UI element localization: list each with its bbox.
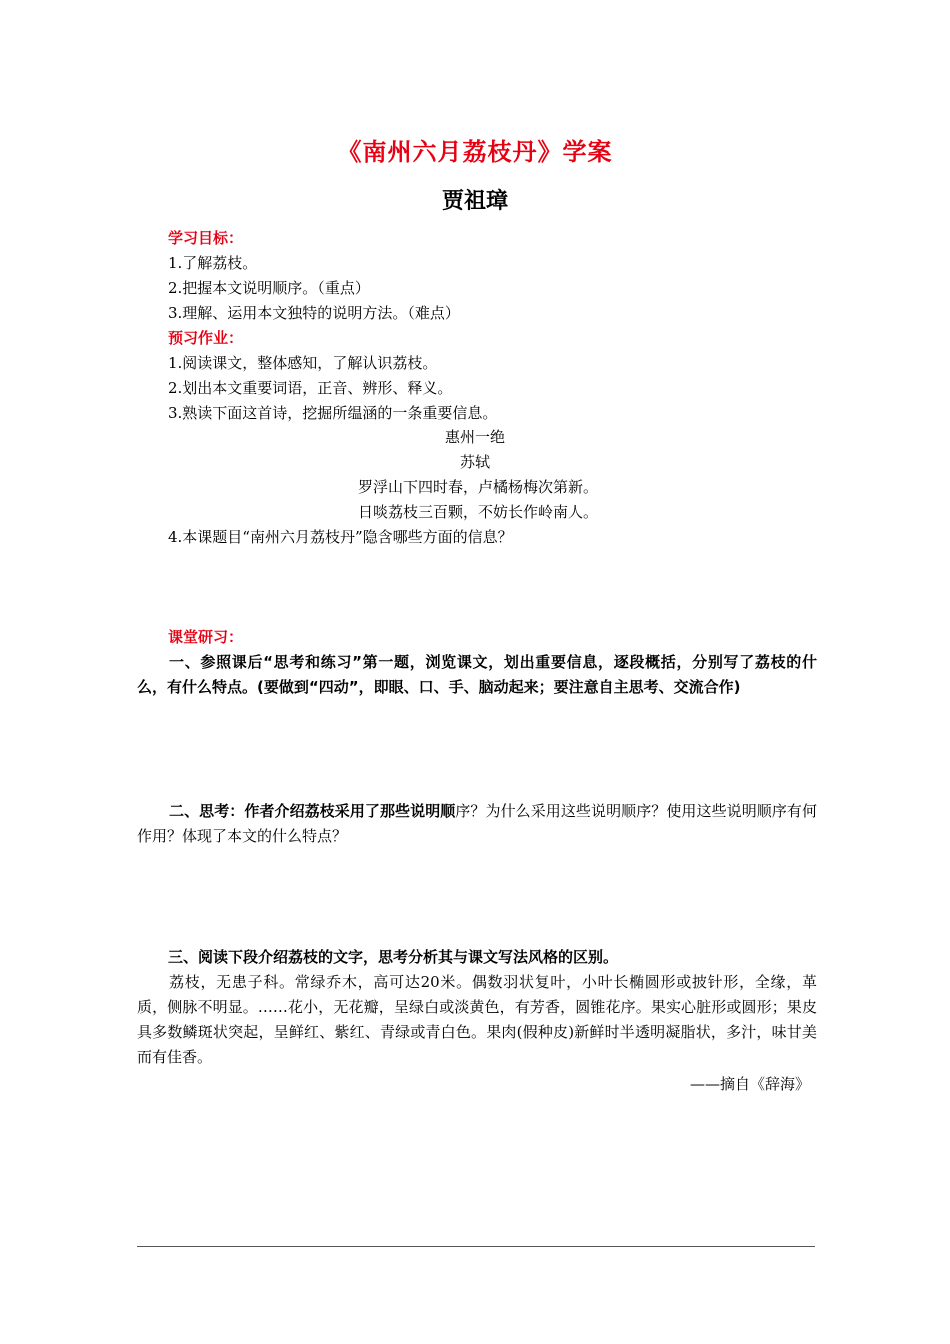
question-2-rest: 序？为什么采用这些说明顺序？使用这些说明顺序有何作用？体现了本文的什么特点？ <box>137 802 817 845</box>
question-1: 一、参照课后“思考和练习”第一题，浏览课文，划出重要信息，逐段概括，分别写了荔枝的什么，有什么特点。(要做到“四动”，即眼、口、手、脑动起来；要注意自主思考、交流合作) <box>137 653 817 696</box>
preview-item-1: 1.阅读课文，整体感知，了解认识荔枝。 <box>168 354 438 372</box>
preview-item-3: 3.熟读下面这首诗，挖掘所缊涵的一条重要信息。 <box>168 404 498 422</box>
poem-poet: 苏轼 <box>459 453 490 471</box>
preview-heading: 预习作业： <box>168 329 244 347</box>
document-title: 《南州六月荔枝丹》学案 <box>337 138 613 166</box>
preview-item-4: 4.本课题目“南州六月荔枝丹”隐含哪些方面的信息？ <box>168 528 513 546</box>
poem-line-1: 罗浮山下四时春，卢橘杨梅次第新。 <box>358 478 599 496</box>
goal-item-3: 3.理解、运用本文独特的说明方法。（难点） <box>168 304 460 322</box>
question-3-heading: 三、阅读下段介绍荔枝的文字，思考分析其与课文写法风格的区别。 <box>168 948 619 966</box>
preview-item-2: 2.划出本文重要词语，正音、辨形、释义。 <box>168 379 453 397</box>
author-name: 贾祖璋 <box>441 189 508 214</box>
goals-heading: 学习目标： <box>168 229 244 247</box>
question-2-bold: 二、思考：作者介绍荔枝采用了那些说明顺 <box>169 802 456 820</box>
goal-item-2: 2.把握本文说明顺序。（重点） <box>168 279 370 297</box>
classroom-heading: 课堂研习： <box>168 628 244 646</box>
footer-divider <box>137 1246 815 1247</box>
question-3-text: 荔枝，无患子科。常绿乔木，高可达20米。偶数羽状复叶，小叶长椭圆形或披针形，全缘，革质，侧脉不明显。……花小，无花瓣，呈绿白或淡黄色，有芳香，圆锥花序。果实心脏形或圆形；果皮具多数鳞斑状突起，呈鲜红、紫红、青绿或青白色。果肉(假种皮)新鲜时半透明凝脂状，多汁，味甘美而有佳香。 <box>137 973 817 1066</box>
poem-title: 惠州一绝 <box>444 428 505 446</box>
goal-item-1: 1.了解荔枝。 <box>168 254 258 272</box>
question-3-source: ——摘自《辞海》 <box>690 1075 811 1093</box>
question-2 <box>137 799 817 849</box>
poem-line-2: 日啖荔枝三百颗，不妨长作岭南人。 <box>358 503 599 521</box>
